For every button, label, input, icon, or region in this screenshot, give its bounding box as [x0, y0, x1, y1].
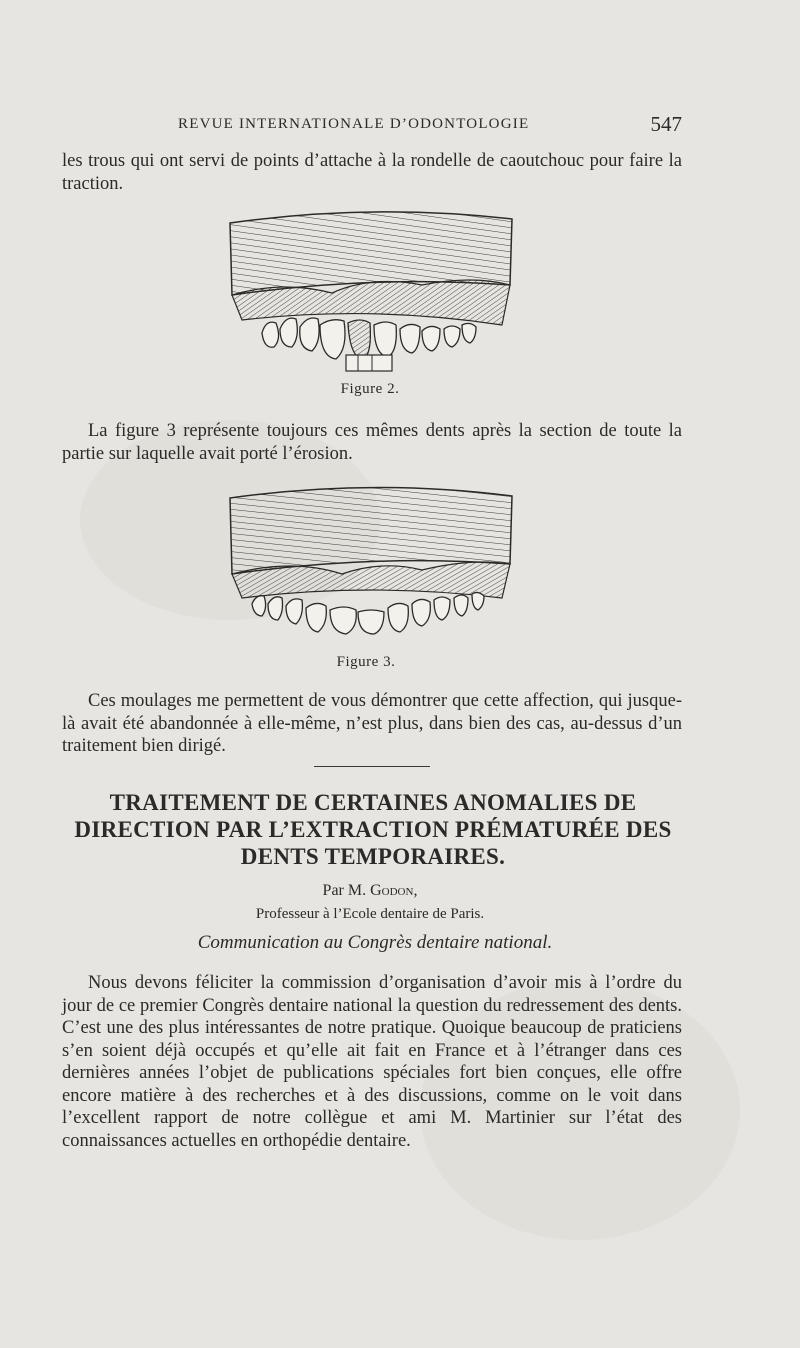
- author-affiliation: Professeur à l’Ecole dentaire de Paris.: [255, 906, 485, 922]
- paragraph-3: Ces moulages me permettent de vous démontrer que cette affection, qui jusque-là avait été abandonnée à elle-même, n’est plus, dans bien des cas, au-dessus d’un traitement bien dirigé.: [62, 691, 682, 756]
- section-title: TRAITEMENT DE CERTAINES ANOMALIES DE DIRECTION PAR L’EXTRACTION PRÉMATURÉE DES DENTS TEMPORAIRES.: [74, 790, 672, 869]
- paragraph-2: La figure 3 représente toujours ces mêmes dents après la section de toute la partie sur laquelle avait porté l’érosion.: [62, 421, 682, 464]
- author-name: Godon,: [370, 882, 418, 899]
- section-divider: [314, 766, 430, 767]
- page-number: 547: [650, 112, 682, 136]
- author-line: [240, 882, 500, 900]
- figure-2-dental-cast: [222, 205, 518, 380]
- running-title: REVUE INTERNATIONALE D’ODONTOLOGIE: [178, 116, 530, 132]
- paragraph-4: Nous devons féliciter la commission d’organisation d’avoir mis à l’ordre du jour de ce premier Congrès dentaire national la question du redressement des dents. C’est une des plus intéressantes de notre pratique. Quoique beaucoup de praticiens s’en soient déjà occupés et qu’elle ait fait en France et à l’étranger dans ces dernières années l’objet de publications spéciales fort bien conçues, elle offre encore matière à des recherches et à des discussions, comme on le voit dans l’excellent rapport de notre collègue et ami M. Martinier sur l’état des connaissances actuelles en orthopédie dentaire.: [62, 973, 682, 1151]
- author-prefix: Par M.: [322, 882, 367, 899]
- running-header: [150, 112, 690, 142]
- figure-3-dental-cast: [222, 478, 518, 653]
- paragraph-1: les trous qui ont servi de points d’attache à la rondelle de caoutchouc pour faire la traction.: [62, 151, 682, 194]
- figure-3-caption: Figure 3.: [336, 654, 396, 670]
- figure-2-caption: Figure 2.: [340, 381, 400, 397]
- communication-note: Communication au Congrès dentaire national.: [197, 932, 553, 953]
